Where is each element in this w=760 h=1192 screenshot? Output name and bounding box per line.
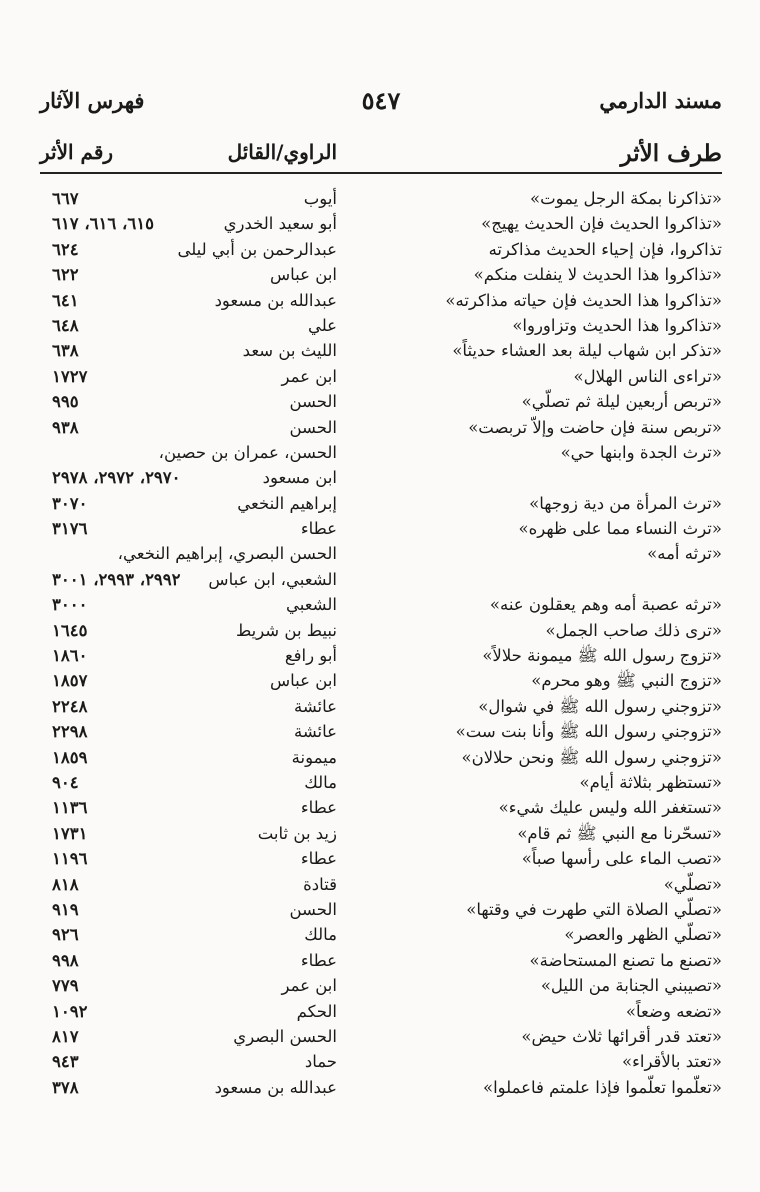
row-number: ٦٢٢ xyxy=(52,265,79,285)
row-narrator: زيد بن ثابت xyxy=(257,823,337,843)
table-row xyxy=(40,237,722,262)
table-row xyxy=(40,922,722,947)
row-phrase: «تصلّي الظهر والعصر» xyxy=(564,925,722,945)
row-number: ٦٦٧ xyxy=(52,189,79,208)
row-narrator: الحسن xyxy=(289,899,337,919)
row-number: ٩١٩ xyxy=(52,899,79,919)
row-phrase: «تذاكروا هذا الحديث وتزاوروا» xyxy=(512,315,722,335)
row-narrator: عبدالله بن مسعود xyxy=(214,1077,337,1097)
row-phrase: «تربص سنة فإن حاضت وإلاّ تربصت» xyxy=(468,417,722,437)
page-number: ٥٤٧ xyxy=(361,86,401,115)
row-number: ١٨٥٩ xyxy=(52,747,88,767)
row-number: ١١٣٦ xyxy=(52,798,88,818)
table-row xyxy=(40,999,722,1024)
table-row xyxy=(40,288,722,313)
table-row xyxy=(40,262,722,287)
row-phrase: «تصلّي الصلاة التي طهرت في وقتها» xyxy=(466,899,722,919)
row-narrator: علي xyxy=(307,315,337,335)
table-row xyxy=(40,1049,722,1074)
table-row xyxy=(40,516,722,541)
row-number: ٢٩٧٠، ٢٩٧٢، ٢٩٧٨ xyxy=(52,468,181,488)
row-narrator: عائشة xyxy=(293,696,337,716)
row-phrase: «تعتد بالأقراء» xyxy=(622,1052,722,1072)
table-row xyxy=(40,440,722,465)
table-row xyxy=(40,211,722,236)
column-headers xyxy=(40,140,722,174)
row-phrase: «تذاكروا هذا الحديث فإن حياته مذاكرته» xyxy=(445,290,722,310)
row-phrase: «ترث الجدة وابنها حي» xyxy=(560,442,722,462)
row-narrator: الحسن xyxy=(289,392,337,412)
row-narrator: عطاء xyxy=(300,798,337,818)
row-number: ٦١٥، ٦١٦، ٦١٧ xyxy=(52,214,154,234)
row-phrase: «تصلّي» xyxy=(663,874,722,894)
row-number: ٩٣٨ xyxy=(52,417,79,437)
table-row xyxy=(40,592,722,617)
row-number: ١٨٥٧ xyxy=(52,671,88,691)
table-row xyxy=(40,872,722,897)
row-narrator: ابن عباس xyxy=(270,671,337,691)
row-phrase: «تراءى الناس الهلال» xyxy=(573,366,722,386)
book-title: مسند الدارمي xyxy=(599,88,722,113)
row-narrator: الشعبي xyxy=(285,595,337,615)
row-phrase: «تعتد قدر أقرائها ثلاث حيض» xyxy=(521,1026,722,1046)
row-narrator: قتادة xyxy=(303,874,337,894)
table-row xyxy=(40,1024,722,1049)
row-phrase: «تزوجني رسول الله ﷺ ونحن حلالان» xyxy=(461,747,722,767)
row-number: ١٨٦٠ xyxy=(52,646,88,666)
row-number: ١١٩٦ xyxy=(52,849,88,869)
row-number: ٢٢٤٨ xyxy=(52,696,88,716)
table-row xyxy=(40,846,722,871)
row-phrase: «تستغفر الله وليس عليك شيء» xyxy=(498,798,722,818)
row-phrase: «تزوج رسول الله ﷺ ميمونة حلالاً» xyxy=(482,646,722,666)
row-phrase: «ترث المرأة من دية زوجها» xyxy=(529,493,722,513)
column-header-number: رقم الأثر xyxy=(40,140,114,164)
table-row xyxy=(40,338,722,363)
row-phrase: «تصيبني الجنابة من الليل» xyxy=(540,976,722,996)
table-row xyxy=(40,389,722,414)
row-phrase: «تسحّرنا مع النبي ﷺ ثم قام» xyxy=(517,823,722,843)
table-row xyxy=(40,897,722,922)
row-phrase: «ترثه عصبة أمه وهم يعقلون عنه» xyxy=(489,595,722,615)
row-narrator: أيوب xyxy=(303,189,337,208)
row-narrator: نبيط بن شريط xyxy=(235,620,337,640)
row-narrator: الحسن، عمران بن حصين، xyxy=(158,442,337,462)
header-divider xyxy=(40,172,722,174)
row-phrase: «تذكر ابن شهاب ليلة بعد العشاء حديثاً» xyxy=(452,341,722,361)
column-header-phrase: طرف الأثر xyxy=(620,140,722,167)
row-number: ٦٤١ xyxy=(52,290,79,310)
table-row xyxy=(40,186,722,211)
row-phrase: «تربص أربعين ليلة ثم تصلّي» xyxy=(521,392,722,412)
table-row xyxy=(40,668,722,693)
table-row xyxy=(40,567,722,592)
row-narrator: ابن عباس xyxy=(270,265,337,285)
row-number: ١٠٩٢ xyxy=(52,1001,88,1021)
row-narrator: عبدالله بن مسعود xyxy=(214,290,337,310)
table-row xyxy=(40,719,722,744)
table-row xyxy=(40,465,722,490)
row-narrator: عطاء xyxy=(300,950,337,970)
row-number: ٩٩٥ xyxy=(52,392,79,412)
row-narrator: ابن عمر xyxy=(281,976,337,996)
row-narrator: الحسن xyxy=(289,417,337,437)
row-phrase: تذاكروا، فإن إحياء الحديث مذاكرته xyxy=(488,239,722,259)
table-row xyxy=(40,694,722,719)
row-number: ١٦٤٥ xyxy=(52,620,88,640)
row-phrase: «تضعه وضعاً» xyxy=(625,1001,722,1021)
row-number: ٣٠٠٠ xyxy=(52,595,88,615)
row-phrase: «تزوجني رسول الله ﷺ وأنا بنت ست» xyxy=(455,722,722,742)
table-row xyxy=(40,541,722,566)
row-narrator: الحسن البصري، إبراهيم النخعي، xyxy=(117,544,337,564)
row-number: ٣٠٧٠ xyxy=(52,493,88,513)
row-number: ١٧٣١ xyxy=(52,823,88,843)
row-phrase: «ترثه أمه» xyxy=(647,544,722,564)
row-number: ١٧٢٧ xyxy=(52,366,88,386)
row-number: ٦٤٨ xyxy=(52,315,79,335)
row-narrator: الحكم xyxy=(296,1001,337,1021)
index-table xyxy=(40,186,722,1100)
row-phrase: «تذاكروا الحديث فإن الحديث يهيج» xyxy=(481,214,722,234)
row-narrator: ابن مسعود xyxy=(262,468,337,488)
row-narrator: حماد xyxy=(304,1052,337,1072)
row-narrator: إبراهيم النخعي xyxy=(237,493,337,513)
row-narrator: الحسن البصري xyxy=(233,1026,337,1046)
row-narrator: عائشة xyxy=(293,722,337,742)
row-phrase: «تستظهر بثلاثة أيام» xyxy=(579,772,722,792)
table-row xyxy=(40,415,722,440)
row-narrator: مالك xyxy=(304,925,337,945)
row-narrator: ابن عمر xyxy=(281,366,337,386)
row-narrator: الشعبي، ابن عباس xyxy=(208,569,337,589)
row-phrase: «تصنع ما تصنع المستحاضة» xyxy=(529,950,722,970)
row-number: ٩٤٣ xyxy=(52,1052,79,1072)
row-narrator: عطاء xyxy=(300,849,337,869)
table-row xyxy=(40,313,722,338)
page-header xyxy=(40,88,722,120)
row-number: ٩٢٦ xyxy=(52,925,79,945)
row-narrator: ميمونة xyxy=(291,747,337,767)
row-number: ٩٠٤ xyxy=(52,772,79,792)
section-title: فهرس الآثار xyxy=(40,88,145,113)
row-narrator: الليث بن سعد xyxy=(242,341,337,361)
row-phrase: «ترى ذلك صاحب الجمل» xyxy=(545,620,722,640)
row-number: ٢٩٩٢، ٢٩٩٣، ٣٠٠١ xyxy=(52,569,181,589)
column-header-narrator: الراوي/القائل xyxy=(227,140,337,164)
row-phrase: «تزوج النبي ﷺ وهو محرم» xyxy=(531,671,722,691)
row-narrator: عطاء xyxy=(300,519,337,539)
row-narrator: أبو رافع xyxy=(284,646,337,666)
table-row xyxy=(40,745,722,770)
table-row xyxy=(40,618,722,643)
row-number: ٢٢٩٨ xyxy=(52,722,88,742)
row-phrase: «تصب الماء على رأسها صباً» xyxy=(521,849,722,869)
row-phrase: «ترث النساء مما على ظهره» xyxy=(518,519,722,539)
table-row xyxy=(40,643,722,668)
row-number: ٨١٨ xyxy=(52,874,79,894)
row-narrator: أبو سعيد الخدري xyxy=(223,214,337,234)
row-phrase: «تعلّموا تعلّموا فإذا علمتم فاعملوا» xyxy=(482,1077,722,1097)
table-row xyxy=(40,821,722,846)
row-phrase: «تزوجني رسول الله ﷺ في شوال» xyxy=(478,696,722,716)
row-number: ٨١٧ xyxy=(52,1026,79,1046)
table-row xyxy=(40,795,722,820)
row-number: ٣٧٨ xyxy=(52,1077,79,1097)
row-phrase: «تذاكروا هذا الحديث لا ينفلت منكم» xyxy=(473,265,722,285)
row-number: ٦٣٨ xyxy=(52,341,79,361)
row-number: ٣١٧٦ xyxy=(52,519,88,539)
table-row xyxy=(40,491,722,516)
row-number: ٧٧٩ xyxy=(52,976,79,996)
row-narrator: مالك xyxy=(304,772,337,792)
table-row xyxy=(40,770,722,795)
table-row xyxy=(40,1075,722,1100)
row-phrase: «تذاكرنا بمكة الرجل يموت» xyxy=(529,189,722,208)
row-number: ٦٢٤ xyxy=(52,239,79,259)
table-row xyxy=(40,973,722,998)
row-number: ٩٩٨ xyxy=(52,950,79,970)
table-row xyxy=(40,364,722,389)
table-row xyxy=(40,948,722,973)
row-narrator: عبدالرحمن بن أبي ليلى xyxy=(177,239,337,259)
